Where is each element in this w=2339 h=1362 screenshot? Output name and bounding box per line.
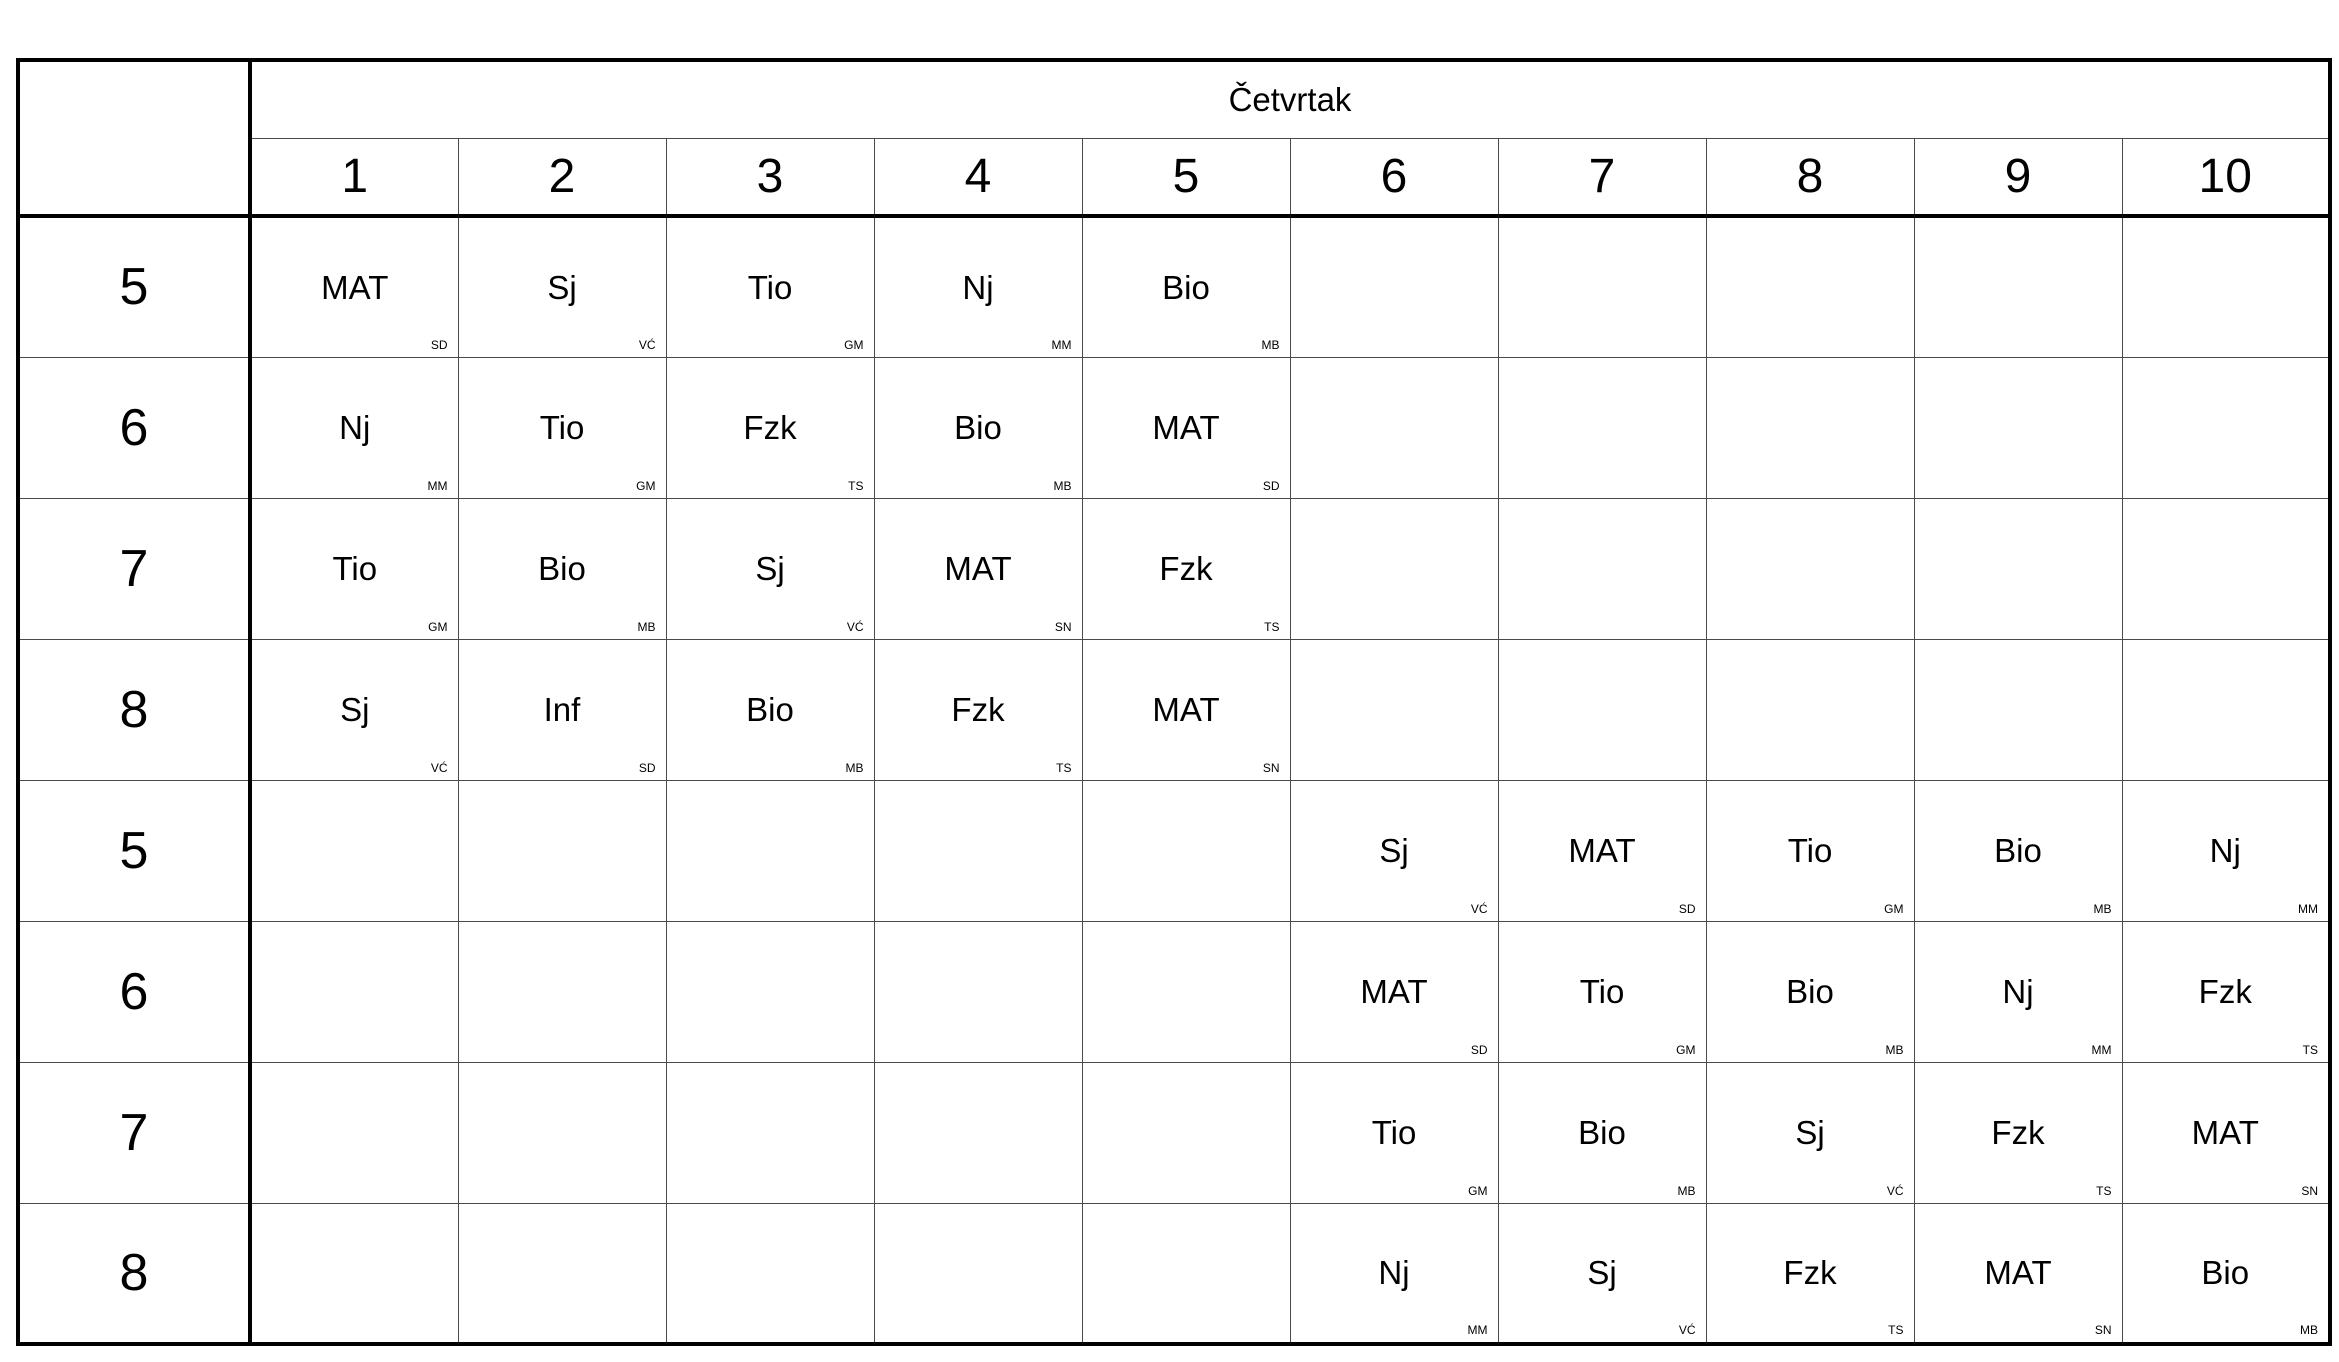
timetable-cell[interactable] [1914,1062,2122,1203]
subject-label: Bio [746,691,794,728]
timetable-cell[interactable] [1706,1203,1914,1344]
period-header: 8 [1706,138,1914,216]
timetable-cell[interactable] [1498,357,1706,498]
timetable-cell[interactable] [250,639,458,780]
timetable-cell[interactable] [1706,216,1914,357]
timetable-cell[interactable] [666,780,874,921]
timetable-cell[interactable] [1082,780,1290,921]
teacher-initials: VĆ [846,619,864,634]
row-label: 8 [18,639,250,780]
timetable-cell[interactable] [250,498,458,639]
teacher-initials: GM [636,478,656,493]
timetable-cell[interactable] [1498,1203,1706,1344]
row-label: 6 [18,921,250,1062]
timetable-cell[interactable] [458,357,666,498]
timetable-cell[interactable] [1082,357,1290,498]
teacher-initials: MM [1467,1323,1488,1337]
timetable-cell[interactable] [666,498,874,639]
subject-label: MAT [1360,973,1428,1010]
teacher-initials: MB [1677,1183,1696,1198]
timetable-cell[interactable] [2122,921,2330,1062]
teacher-initials: TS [1264,619,1280,634]
table-row [18,216,2330,357]
subject-label: Fzk [743,409,797,446]
subject-label: Bio [538,550,586,587]
timetable-cell[interactable] [874,1203,1082,1344]
timetable-cell[interactable] [1290,216,1498,357]
teacher-initials: MM [2298,901,2318,916]
timetable-cell[interactable] [874,498,1082,639]
teacher-initials: SN [1262,760,1280,775]
timetable-cell[interactable] [2122,1203,2330,1344]
timetable-cell[interactable] [1498,921,1706,1062]
teacher-initials: VĆ [1678,1323,1696,1337]
subject-label: Sj [1795,1114,1825,1151]
timetable-cell[interactable] [1498,1062,1706,1203]
timetable-cell[interactable] [1498,780,1706,921]
subject-label: MAT [2191,1114,2259,1151]
timetable-cell[interactable] [1914,216,2122,357]
subject-label: MAT [944,550,1012,587]
subject-label: Tio [1579,973,1625,1010]
teacher-initials: SN [1054,619,1072,634]
period-header: 6 [1290,138,1498,216]
teacher-initials: GM [1884,901,1904,916]
timetable-cell[interactable] [1914,639,2122,780]
timetable-cell[interactable] [1706,780,1914,921]
subject-label: Sj [1379,832,1409,869]
row-label: 6 [18,357,250,498]
table-row [18,1203,2330,1344]
timetable-cell[interactable] [1290,1203,1498,1344]
table-row [18,639,2330,780]
teacher-initials: MB [637,619,656,634]
teacher-initials: TS [2096,1183,2112,1198]
timetable-cell[interactable] [250,1203,458,1344]
teacher-initials: MB [2093,901,2112,916]
timetable-cell[interactable] [874,357,1082,498]
subject-label: MAT [1152,409,1220,446]
timetable-cell[interactable] [2122,357,2330,498]
teacher-initials: TS [848,478,864,493]
teacher-initials: TS [2302,1042,2318,1057]
period-header: 5 [1082,138,1290,216]
timetable-cell[interactable] [1290,357,1498,498]
subject-label: Bio [1786,973,1834,1010]
subject-label: MAT [1568,832,1636,869]
teacher-initials: TS [1056,760,1072,775]
subject-label: Bio [1578,1114,1626,1151]
timetable-cell[interactable] [1914,357,2122,498]
timetable-cell[interactable] [1082,921,1290,1062]
table-row [18,921,2330,1062]
subject-label: Tio [747,268,793,306]
timetable-cell[interactable] [666,357,874,498]
subject-label: MAT [1984,1254,2052,1292]
timetable-cell[interactable] [1706,639,1914,780]
teacher-initials: MB [1261,337,1280,352]
subject-label: Fzk [1159,550,1213,587]
teacher-initials: VĆ [1886,1183,1904,1198]
teacher-initials: MB [2300,1323,2318,1337]
timetable-cell[interactable] [458,921,666,1062]
subject-label: Nj [2002,973,2034,1010]
day-header-row [18,60,2330,138]
timetable-cell[interactable] [874,780,1082,921]
period-header-row [18,138,2330,216]
timetable-cell[interactable] [1082,498,1290,639]
subject-label: Sj [340,691,370,728]
row-label: 5 [18,780,250,921]
timetable-cell[interactable] [458,1203,666,1344]
table-row [18,1062,2330,1203]
timetable-cell[interactable] [666,639,874,780]
timetable-cell[interactable] [666,216,874,357]
subject-label: MAT [1152,691,1220,728]
teacher-initials: VĆ [638,337,656,352]
teacher-initials: SD [430,337,448,352]
timetable-cell[interactable] [2122,639,2330,780]
timetable-cell[interactable] [666,1062,874,1203]
subject-label: Sj [1587,1254,1617,1292]
row-label: 7 [18,498,250,639]
timetable-cell[interactable] [1706,921,1914,1062]
period-header: 7 [1498,138,1706,216]
timetable-cell[interactable] [2122,780,2330,921]
timetable-cell[interactable] [250,1062,458,1203]
row-label: 7 [18,1062,250,1203]
timetable-cell[interactable] [458,216,666,357]
subject-label: Fzk [951,691,1005,728]
timetable-cell[interactable] [458,639,666,780]
timetable-cell[interactable] [1914,780,2122,921]
timetable-cell[interactable] [2122,1062,2330,1203]
teacher-initials: MM [1051,337,1072,352]
teacher-initials: GM [844,337,864,352]
teacher-initials: MM [427,478,448,493]
table-row [18,780,2330,921]
timetable-cell[interactable] [250,216,458,357]
timetable-cell[interactable] [1914,1203,2122,1344]
timetable-cell[interactable] [1498,639,1706,780]
subject-label: Bio [2201,1254,2250,1292]
teacher-initials: MB [1053,478,1072,493]
timetable-cell[interactable] [1498,216,1706,357]
subject-label: Sj [547,268,577,306]
timetable-cell[interactable] [458,780,666,921]
teacher-initials: TS [1888,1323,1904,1337]
period-header: 2 [458,138,666,216]
subject-label: Fzk [1991,1114,2045,1151]
timetable-cell[interactable] [1290,921,1498,1062]
teacher-initials: SN [2094,1323,2112,1337]
teacher-initials: GM [428,619,448,634]
table-row [18,357,2330,498]
subject-label: Nj [339,409,371,446]
subject-label: Tio [539,409,585,446]
teacher-initials: SD [1470,1042,1488,1057]
timetable-cell[interactable] [1706,498,1914,639]
teacher-initials: MB [845,760,864,775]
timetable-cell[interactable] [1706,357,1914,498]
teacher-initials: SD [1678,901,1696,916]
corner-cell [18,60,250,216]
subject-label: Bio [1994,832,2042,869]
period-header: 1 [250,138,458,216]
subject-label: MAT [321,268,389,306]
timetable-cell[interactable] [1290,639,1498,780]
timetable-cell[interactable] [1290,1062,1498,1203]
row-label: 8 [18,1203,250,1344]
timetable-cell[interactable] [874,639,1082,780]
timetable-cell[interactable] [1290,498,1498,639]
timetable [16,58,2332,1346]
timetable-cell[interactable] [1082,216,1290,357]
timetable-cell[interactable] [1290,780,1498,921]
subject-label: Fzk [1783,1254,1837,1292]
subject-label: Inf [543,691,581,728]
timetable-cell[interactable] [874,216,1082,357]
subject-label: Tio [332,550,378,587]
subject-label: Nj [962,268,994,306]
subject-label: Tio [1787,832,1833,869]
teacher-initials: VĆ [1470,901,1488,916]
period-header: 4 [874,138,1082,216]
subject-label: Tio [1371,1114,1417,1151]
timetable-body [18,216,2330,1344]
timetable-cell[interactable] [2122,216,2330,357]
teacher-initials: VĆ [430,760,448,775]
subject-label: Nj [2209,832,2241,869]
timetable-cell[interactable] [874,921,1082,1062]
timetable-cell[interactable] [250,921,458,1062]
teacher-initials: GM [1468,1183,1488,1198]
row-label: 5 [18,216,250,357]
table-row [18,498,2330,639]
teacher-initials: GM [1676,1042,1696,1057]
teacher-initials: SD [1262,478,1280,493]
timetable-cell[interactable] [1082,639,1290,780]
subject-label: Sj [755,550,785,587]
timetable-cell[interactable] [458,1062,666,1203]
timetable-cell[interactable] [874,1062,1082,1203]
timetable-cell[interactable] [1914,498,2122,639]
teacher-initials: MB [1885,1042,1904,1057]
timetable-cell[interactable] [1082,1062,1290,1203]
timetable-cell[interactable] [1082,1203,1290,1344]
subject-label: Fzk [2198,973,2252,1010]
period-header: 10 [2122,138,2330,216]
timetable-cell[interactable] [1706,1062,1914,1203]
teacher-initials: MM [2091,1042,2112,1057]
day-title: Četvrtak [250,60,2330,138]
timetable-cell[interactable] [1498,498,1706,639]
timetable-cell[interactable] [666,1203,874,1344]
period-header: 3 [666,138,874,216]
timetable-cell[interactable] [458,498,666,639]
subject-label: Bio [954,409,1002,446]
teacher-initials: SN [2301,1183,2318,1198]
period-header: 9 [1914,138,2122,216]
timetable-cell[interactable] [2122,498,2330,639]
subject-label: Nj [1378,1254,1410,1292]
timetable-cell[interactable] [250,357,458,498]
teacher-initials: SD [638,760,656,775]
timetable-cell[interactable] [250,780,458,921]
timetable-cell[interactable] [666,921,874,1062]
subject-label: Bio [1162,268,1210,306]
timetable-cell[interactable] [1914,921,2122,1062]
